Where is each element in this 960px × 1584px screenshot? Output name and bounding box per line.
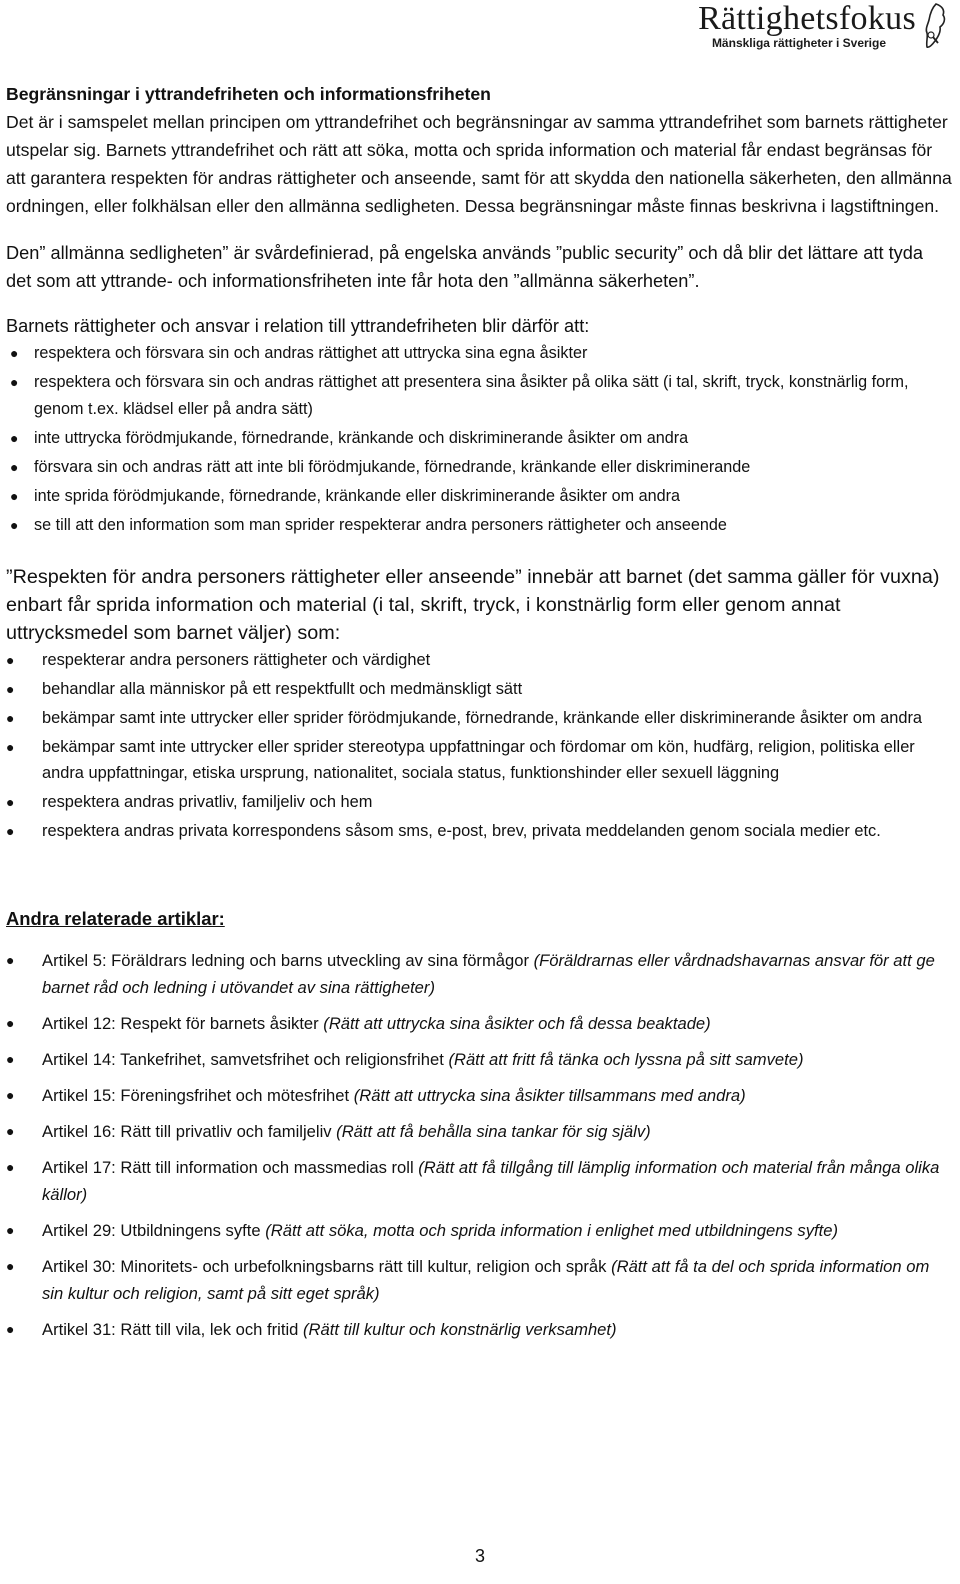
bullet-icon: ● (10, 430, 19, 446)
bullet-icon: ● (6, 1123, 15, 1139)
bullet-icon: ● (6, 823, 15, 839)
bullet-icon: ● (6, 794, 15, 810)
list-item: ● se till att den information som man sprider respekterar andra personers rättigheter och anseende (6, 512, 952, 539)
list-item: ● inte sprida förödmjukande, förnedrande, kränkande eller diskriminerande åsikter om andra (6, 483, 952, 510)
bullet-icon: ● (6, 1051, 15, 1067)
list-item: ● försvara sin och andras rätt att inte bli förödmjukande, förnedrande, kränkande eller diskriminerande (6, 454, 952, 481)
bullet-icon: ● (6, 1087, 15, 1103)
bullet-icon: ● (10, 345, 19, 361)
list-item: ● respekterar andra personers rättigheter och värdighet (6, 647, 952, 673)
logo-title: Rättighetsfokus (698, 0, 916, 37)
paragraph: Det är i samspelet mellan principen om yttrandefrihet och begränsningar av samma yttrandefrihet som barnets rättigheter utspelar sig. Barnets yttrandefrihet och rätt att söka, motta och sprida information och material får endast begränsas för att garantera respekten för andras rättigheter och anseende, samt för att skydda den nationella säkerheten, den allmänna ordningen, eller folkhälsan eller den allmänna sedligheten. Dessa begränsningar måste finnas beskrivna i lagstiftningen. (6, 112, 952, 216)
bullet-icon: ● (6, 681, 15, 697)
bullet-icon: ● (10, 517, 19, 533)
bullet-icon: ● (6, 1159, 15, 1175)
rights-list (6, 340, 952, 539)
bullet-icon: ● (10, 488, 19, 504)
bullet-icon: ● (10, 459, 19, 475)
bullet-icon: ● (6, 1015, 15, 1031)
bullet-icon: ● (6, 652, 15, 668)
list-item: ● bekämpar samt inte uttrycker eller sprider stereotypa uppfattningar och fördomar om kön, hudfärg, religion, politiska eller andra uppfattningar, etiska ursprung, nationalitet, sociala status, funktionshinder eller sexuell läggning (6, 734, 952, 786)
bullet-icon: ● (10, 374, 19, 390)
bullet-icon: ● (6, 710, 15, 726)
bullet-icon: ● (6, 1321, 15, 1337)
article-item: ● Artikel 16: Rätt till privatliv och familjeliv (Rätt att få behålla sina tankar för sig själv) (6, 1118, 952, 1145)
bullet-icon: ● (6, 952, 15, 968)
bullet-icon: ● (6, 739, 15, 755)
respect-list (6, 647, 952, 844)
document-body (6, 80, 952, 1352)
respect-intro: ”Respekten för andra personers rättigheter eller anseende” innebär att barnet (det samma gäller för vuxna) enbart får sprida information och material (i tal, skrift, tryck, i konstnärlig form eller genom annat uttrycksmedel som barnet väljer) som: (6, 566, 940, 644)
list-item: ● respektera och försvara sin och andras rättighet att uttrycka sina egna åsikter (6, 340, 952, 367)
article-item: ● Artikel 31: Rätt till vila, lek och fritid (Rätt till kultur och konstnärlig verksamhet) (6, 1316, 952, 1343)
bullet-icon: ● (6, 1258, 15, 1274)
article-item: ● Artikel 29: Utbildningens syfte (Rätt att söka, motta och sprida information i enlighet med utbildningens syfte) (6, 1217, 952, 1244)
list-item: ● inte uttrycka förödmjukande, förnedrande, kränkande och diskriminerande åsikter om andra (6, 425, 952, 452)
list-item: ● behandlar alla människor på ett respektfullt och medmänskligt sätt (6, 676, 952, 702)
article-item: ● Artikel 15: Föreningsfrihet och mötesfrihet (Rätt att uttrycka sina åsikter tillsammans med andra) (6, 1082, 952, 1109)
list-item: ● bekämpar samt inte uttrycker eller sprider förödmjukande, förnedrande, kränkande eller diskriminerande åsikter om andra (6, 705, 952, 731)
related-articles-heading: Andra relaterade artiklar: (6, 908, 225, 929)
section-limitations (6, 80, 952, 220)
logo-subtitle: Mänskliga rättigheter i Sverige (711, 36, 886, 50)
section-title: Begränsningar i yttrandefriheten och informationsfriheten (6, 84, 491, 104)
list-item: ● respektera andras privatliv, familjeliv och hem (6, 789, 952, 815)
related-articles-list (6, 947, 952, 1343)
bullet-icon: ● (6, 1222, 15, 1238)
page-number: 3 (474, 1546, 485, 1566)
sweden-map-icon (918, 2, 952, 50)
article-item: ● Artikel 14: Tankefrihet, samvetsfrihet och religionsfrihet (Rätt att fritt få tänka och lyssna på sitt samvete) (6, 1046, 952, 1073)
article-item: ● Artikel 30: Minoritets- och urbefolkningsbarns rätt till kultur, religion och språk (Rätt att få ta del och sprida information om sin kultur och religion, samt på sitt eget språk) (6, 1253, 952, 1307)
article-item: ● Artikel 12: Respekt för barnets åsikter (Rätt att uttrycka sina åsikter och få dessa beaktade) (6, 1010, 952, 1037)
list-item: ● respektera och försvara sin och andras rättighet att presentera sina åsikter på olika sätt (i tal, skrift, tryck, konstnärlig form, genom t.ex. klädsel eller på andra sätt) (6, 369, 952, 423)
list-item: ● respektera andras privata korrespondens såsom sms, e-post, brev, privata meddelanden genom sociala medier etc. (6, 818, 952, 844)
logo (698, 0, 952, 52)
paragraph-public-security: Den” allmänna sedligheten” är svårdefinierad, på engelska används ”public security” och då blir det lättare att tyda det som att yttrande- och informationsfriheten inte får hota den ”allmänna säkerheten”. (6, 243, 923, 291)
article-item: ● Artikel 5: Föräldrars ledning och barns utveckling av sina förmågor (Föräldrarnas eller vårdnadshavarnas ansvar för att ge barnet råd och ledning i utövandet av sina rättigheter) (6, 947, 952, 1001)
article-item: ● Artikel 17: Rätt till information och massmedias roll (Rätt att få tillgång till lämplig information och material från många olika källor) (6, 1154, 952, 1208)
rights-intro: Barnets rättigheter och ansvar i relation till yttrandefriheten blir därför att: (6, 316, 590, 336)
